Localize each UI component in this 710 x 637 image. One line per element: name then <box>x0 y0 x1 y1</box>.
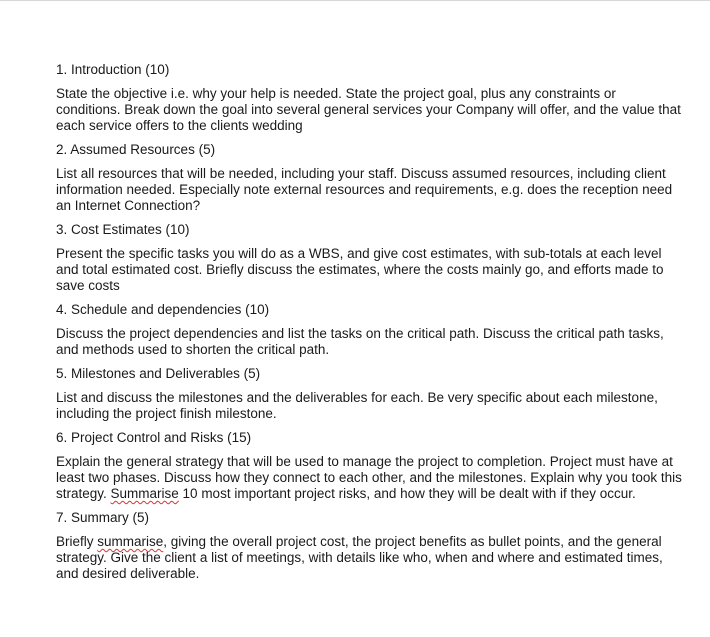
spellcheck-flagged-word[interactable]: Summarise <box>110 486 179 501</box>
section-heading: 4. Schedule and dependencies (10) <box>56 302 270 317</box>
section-assumed-resources <box>56 142 684 214</box>
text-run: , giving the overall project cost, the project benefits as bullet points, and the general strategy. Give the client a list of meetings, with details like who, when and where and estimated times, and desired deliverable. <box>56 534 663 581</box>
section-introduction <box>56 62 684 134</box>
section-milestones <box>56 366 684 422</box>
top-border <box>0 0 710 1</box>
section-heading: 1. Introduction (10) <box>56 62 170 77</box>
text-run: Briefly <box>56 534 98 549</box>
section-text: Discuss the project dependencies and list the tasks on the critical path. Discuss the critical path tasks, and methods used to shorten the critical path. <box>56 326 664 357</box>
section-heading: 2. Assumed Resources (5) <box>56 142 216 157</box>
text-run: 10 most important project risks, and how they will be dealt with if they occur. <box>178 486 636 501</box>
section-schedule <box>56 302 684 358</box>
section-text: Present the specific tasks you will do as a WBS, and give cost estimates, with sub-totals at each level and total estimated cost. Briefly discuss the estimates, where the costs mainly go, and efforts made to save costs <box>56 246 664 293</box>
section-summary <box>56 510 684 582</box>
document-body <box>56 62 684 590</box>
section-heading: 5. Milestones and Deliverables (5) <box>56 366 261 381</box>
section-text <box>56 534 684 582</box>
spellcheck-flagged-word[interactable]: summarise <box>97 534 164 549</box>
text-run: Explain the general strategy that will be used to manage the project to completion. Project must have at least two phases. Discuss how they connect to each other, and the milestones. Explain why you took this strategy. <box>56 454 682 501</box>
section-cost-estimates <box>56 222 684 294</box>
section-heading: 3. Cost Estimates (10) <box>56 222 190 237</box>
section-text <box>56 454 684 502</box>
section-project-control <box>56 430 684 502</box>
section-heading: 7. Summary (5) <box>56 510 150 525</box>
section-heading: 6. Project Control and Risks (15) <box>56 430 252 445</box>
section-text: List and discuss the milestones and the deliverables for each. Be very specific about each milestone, including the project finish milestone. <box>56 390 658 421</box>
section-text: State the objective i.e. why your help is needed. State the project goal, plus any constraints or conditions. Break down the goal into several general services your Company will offer, and the value that each service offers to the clients wedding <box>56 86 681 133</box>
section-text: List all resources that will be needed, including your staff. Discuss assumed resources, including client information needed. Especially note external resources and requirements, e.g. does the reception need an Internet Connection? <box>56 166 673 213</box>
